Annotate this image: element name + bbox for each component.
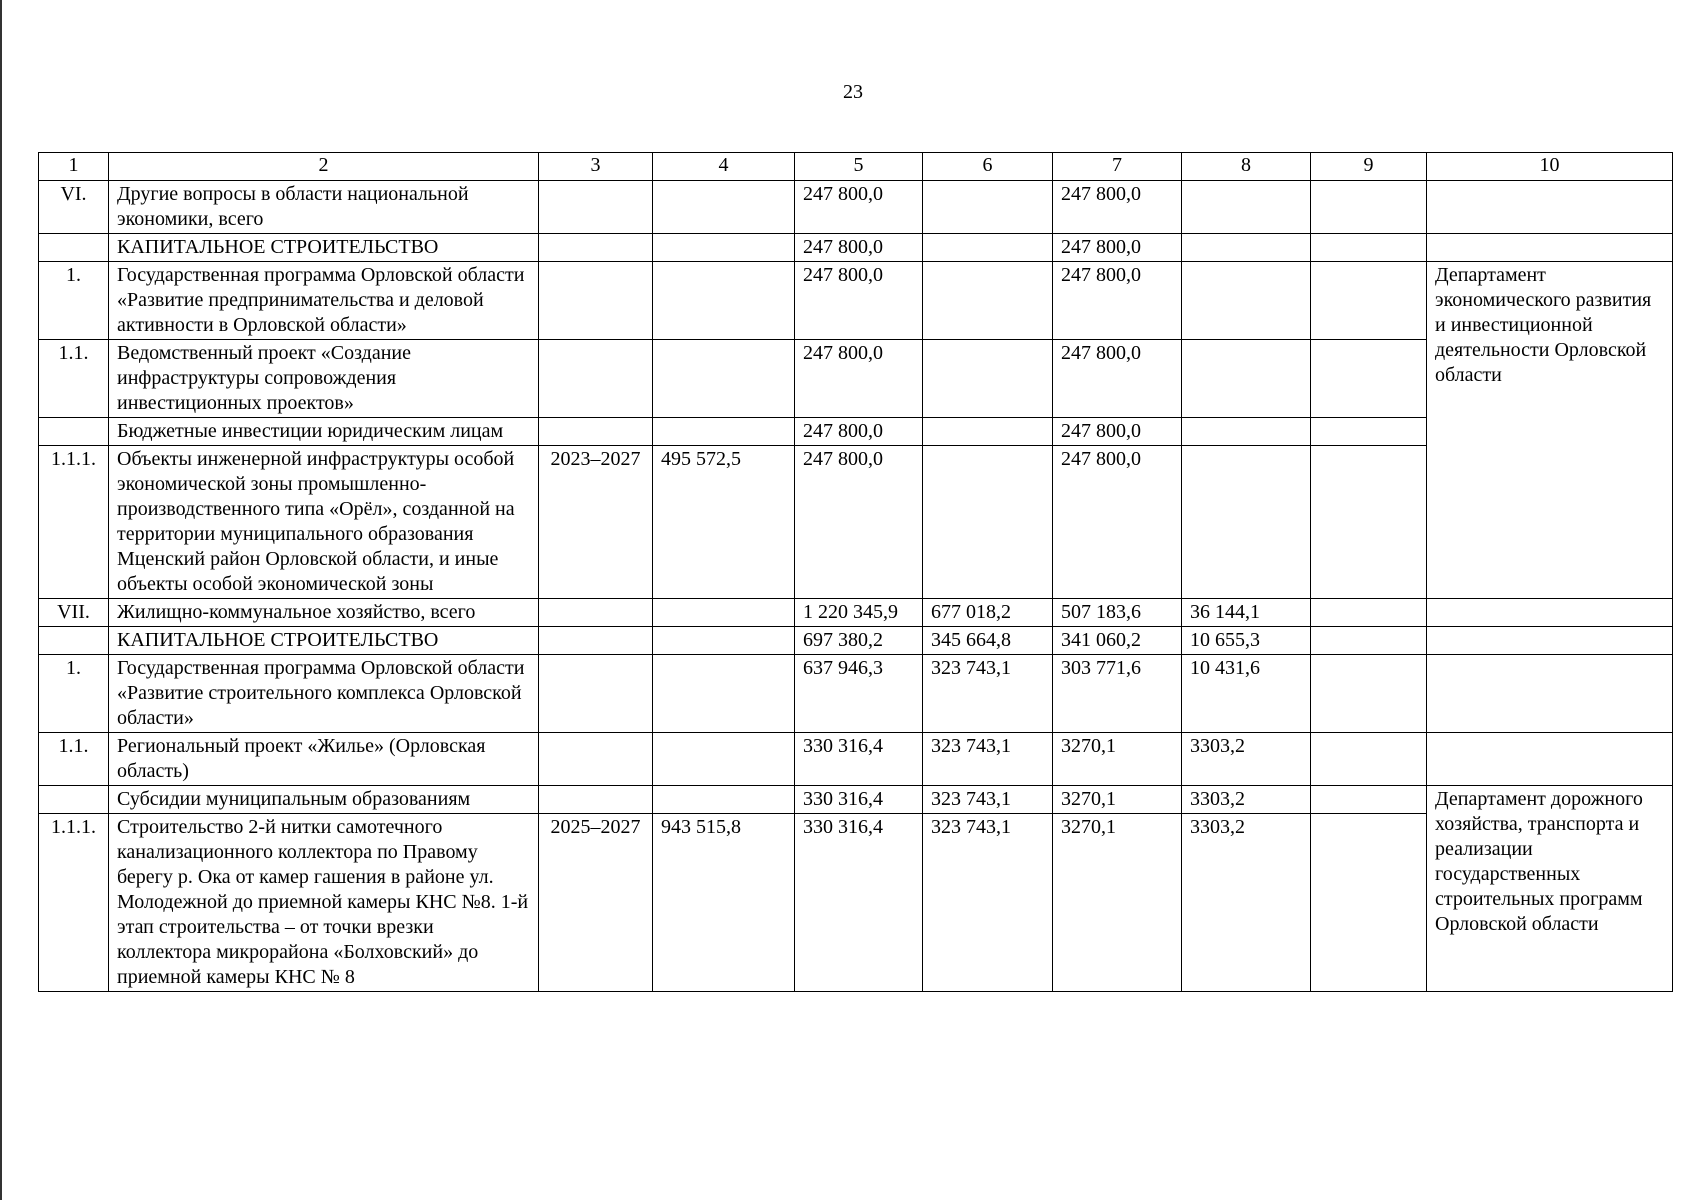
col-other-cell: [1311, 733, 1427, 786]
col-department-cell: [1427, 655, 1673, 733]
col-other-cell: [1311, 786, 1427, 814]
col-total-cell: 330 316,4: [795, 733, 923, 786]
col-local-cell: 36 144,1: [1182, 599, 1311, 627]
col-number-cell: VI.: [39, 181, 109, 234]
col-period-cell: [539, 181, 653, 234]
col-number-cell: 1.1.: [39, 733, 109, 786]
col-local-cell: 10 431,6: [1182, 655, 1311, 733]
col-other-cell: [1311, 262, 1427, 340]
col-department-cell: [1427, 234, 1673, 262]
col-regional-cell: 3270,1: [1053, 733, 1182, 786]
col-name-cell: Государственная программа Орловской области «Развитие строительного комплекса Орловской области»: [109, 655, 539, 733]
header-cell: 9: [1311, 153, 1427, 181]
col-other-cell: [1311, 627, 1427, 655]
col-federal-cell: 323 743,1: [923, 786, 1053, 814]
col-other-cell: [1311, 599, 1427, 627]
table-row: [39, 181, 1673, 234]
col-local-cell: 3303,2: [1182, 814, 1311, 992]
col-cost-cell: [653, 627, 795, 655]
col-local-cell: 3303,2: [1182, 733, 1311, 786]
col-number-cell: 1.1.1.: [39, 446, 109, 599]
col-period-cell: [539, 627, 653, 655]
col-regional-cell: 247 800,0: [1053, 234, 1182, 262]
col-total-cell: 697 380,2: [795, 627, 923, 655]
header-cell: 5: [795, 153, 923, 181]
col-regional-cell: 247 800,0: [1053, 262, 1182, 340]
col-total-cell: 247 800,0: [795, 340, 923, 418]
col-cost-cell: [653, 786, 795, 814]
col-department-cell: Департамент экономического развития и инвестиционной деятельности Орловской области: [1427, 262, 1673, 599]
col-number-cell: VII.: [39, 599, 109, 627]
col-federal-cell: [923, 418, 1053, 446]
col-federal-cell: 345 664,8: [923, 627, 1053, 655]
col-period-cell: [539, 340, 653, 418]
col-name-cell: Государственная программа Орловской области «Развитие предпринимательства и деловой активности в Орловской области»: [109, 262, 539, 340]
col-name-cell: Жилищно-коммунальное хозяйство, всего: [109, 599, 539, 627]
col-period-cell: [539, 733, 653, 786]
header-cell: 3: [539, 153, 653, 181]
col-number-cell: [39, 627, 109, 655]
table-row: [39, 786, 1673, 814]
header-cell: 4: [653, 153, 795, 181]
col-regional-cell: 247 800,0: [1053, 446, 1182, 599]
col-name-cell: Субсидии муниципальным образованиям: [109, 786, 539, 814]
budget-table: [38, 152, 1673, 992]
col-total-cell: 247 800,0: [795, 234, 923, 262]
col-department-cell: [1427, 627, 1673, 655]
col-other-cell: [1311, 234, 1427, 262]
col-total-cell: 247 800,0: [795, 418, 923, 446]
col-total-cell: 330 316,4: [795, 814, 923, 992]
col-local-cell: [1182, 418, 1311, 446]
col-name-cell: Объекты инженерной инфраструктуры особой экономической зоны промышленно-производственного типа «Орёл», созданной на территории муниципального образования Мценский район Орловской области, и иные объекты особой экономической зоны: [109, 446, 539, 599]
col-total-cell: 637 946,3: [795, 655, 923, 733]
table-row: [39, 262, 1673, 340]
col-period-cell: [539, 262, 653, 340]
col-total-cell: 247 800,0: [795, 262, 923, 340]
header-row: [39, 153, 1673, 181]
header-cell: 1: [39, 153, 109, 181]
col-federal-cell: 677 018,2: [923, 599, 1053, 627]
col-period-cell: [539, 786, 653, 814]
header-cell: 7: [1053, 153, 1182, 181]
col-name-cell: КАПИТАЛЬНОЕ СТРОИТЕЛЬСТВО: [109, 234, 539, 262]
col-cost-cell: [653, 234, 795, 262]
col-number-cell: [39, 786, 109, 814]
col-cost-cell: [653, 655, 795, 733]
col-number-cell: 1.1.: [39, 340, 109, 418]
col-regional-cell: 3270,1: [1053, 786, 1182, 814]
col-cost-cell: 495 572,5: [653, 446, 795, 599]
col-name-cell: Ведомственный проект «Создание инфраструктуры сопровождения инвестиционных проектов»: [109, 340, 539, 418]
col-name-cell: Региональный проект «Жилье» (Орловская область): [109, 733, 539, 786]
col-total-cell: 247 800,0: [795, 181, 923, 234]
col-total-cell: 1 220 345,9: [795, 599, 923, 627]
col-other-cell: [1311, 181, 1427, 234]
col-period-cell: [539, 234, 653, 262]
col-total-cell: 247 800,0: [795, 446, 923, 599]
col-other-cell: [1311, 340, 1427, 418]
col-regional-cell: 247 800,0: [1053, 181, 1182, 234]
col-department-cell: [1427, 733, 1673, 786]
col-number-cell: 1.: [39, 262, 109, 340]
col-local-cell: [1182, 340, 1311, 418]
page-left-border: [0, 0, 2, 1200]
col-local-cell: [1182, 446, 1311, 599]
col-cost-cell: [653, 181, 795, 234]
col-local-cell: 3303,2: [1182, 786, 1311, 814]
col-federal-cell: 323 743,1: [923, 733, 1053, 786]
col-cost-cell: [653, 418, 795, 446]
col-other-cell: [1311, 418, 1427, 446]
col-federal-cell: 323 743,1: [923, 814, 1053, 992]
col-federal-cell: [923, 181, 1053, 234]
col-department-cell: [1427, 181, 1673, 234]
col-cost-cell: 943 515,8: [653, 814, 795, 992]
col-regional-cell: 247 800,0: [1053, 418, 1182, 446]
col-name-cell: Другие вопросы в области национальной экономики, всего: [109, 181, 539, 234]
col-regional-cell: 341 060,2: [1053, 627, 1182, 655]
col-period-cell: 2023–2027: [539, 446, 653, 599]
col-other-cell: [1311, 814, 1427, 992]
col-department-cell: Департамент дорожного хозяйства, транспорта и реализации государственных строительных программ Орловской области: [1427, 786, 1673, 992]
col-other-cell: [1311, 655, 1427, 733]
page-number: 23: [843, 81, 863, 103]
col-department-cell: [1427, 599, 1673, 627]
header-cell: 6: [923, 153, 1053, 181]
col-period-cell: [539, 599, 653, 627]
table-row: [39, 655, 1673, 733]
col-federal-cell: [923, 340, 1053, 418]
col-number-cell: [39, 418, 109, 446]
col-name-cell: Бюджетные инвестиции юридическим лицам: [109, 418, 539, 446]
col-name-cell: КАПИТАЛЬНОЕ СТРОИТЕЛЬСТВО: [109, 627, 539, 655]
table-body: [39, 153, 1673, 992]
col-cost-cell: [653, 599, 795, 627]
col-local-cell: [1182, 181, 1311, 234]
col-federal-cell: [923, 234, 1053, 262]
col-local-cell: 10 655,3: [1182, 627, 1311, 655]
table-row: [39, 599, 1673, 627]
col-cost-cell: [653, 262, 795, 340]
header-cell: 2: [109, 153, 539, 181]
col-period-cell: [539, 655, 653, 733]
col-federal-cell: [923, 262, 1053, 340]
col-total-cell: 330 316,4: [795, 786, 923, 814]
col-number-cell: 1.1.1.: [39, 814, 109, 992]
col-regional-cell: 3270,1: [1053, 814, 1182, 992]
header-cell: 8: [1182, 153, 1311, 181]
col-other-cell: [1311, 446, 1427, 599]
header-cell: 10: [1427, 153, 1673, 181]
table-row: [39, 234, 1673, 262]
table-row: [39, 627, 1673, 655]
col-federal-cell: [923, 446, 1053, 599]
col-federal-cell: 323 743,1: [923, 655, 1053, 733]
col-local-cell: [1182, 234, 1311, 262]
col-cost-cell: [653, 340, 795, 418]
col-regional-cell: 247 800,0: [1053, 340, 1182, 418]
table-row: [39, 733, 1673, 786]
col-number-cell: [39, 234, 109, 262]
col-period-cell: [539, 418, 653, 446]
col-regional-cell: 303 771,6: [1053, 655, 1182, 733]
col-cost-cell: [653, 733, 795, 786]
col-number-cell: 1.: [39, 655, 109, 733]
col-regional-cell: 507 183,6: [1053, 599, 1182, 627]
col-period-cell: 2025–2027: [539, 814, 653, 992]
col-name-cell: Строительство 2-й нитки самотечного канализационного коллектора по Правому берегу р. Ока от камер гашения в районе ул. Молодежной до приемной камеры КНС №8. 1-й этап строительства – от точки врезки коллектора микрорайона «Болховский» до приемной камеры КНС № 8: [109, 814, 539, 992]
col-local-cell: [1182, 262, 1311, 340]
